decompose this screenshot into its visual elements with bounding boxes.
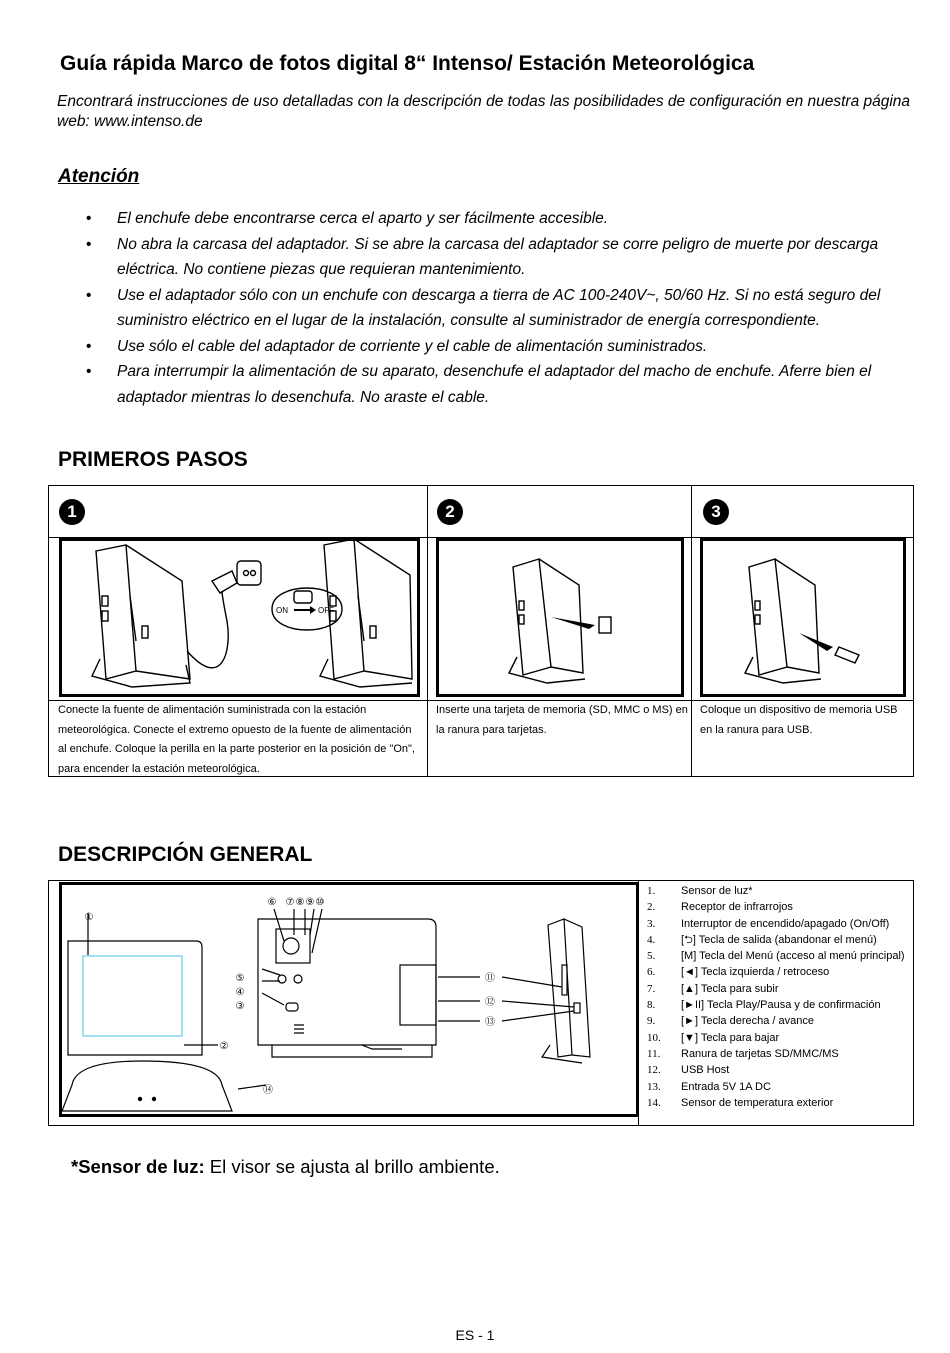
step-number-2: 2 (437, 499, 463, 525)
bullet-icon: • (86, 235, 92, 253)
callout-13: ⑬ (485, 1017, 495, 1028)
callout-2: ② (219, 1041, 229, 1052)
frame-power-drawing (62, 541, 417, 694)
attention-item: • No abra la carcasa del adaptador. Si se abre la carcasa del adaptador se corre peligro de muerte por descarga eléctrica. No contiene piezas que requieran mantenimiento. (58, 232, 918, 283)
attention-item: • Use el adaptador sólo con un enchufe con descarga a tierra de AC 100-240V~, 50/60 Hz. Si no está seguro del suministro eléctrico en el lugar de la instalación, consulte al suministrador de energía correspondiente. (58, 283, 918, 334)
page-title: Guía rápida Marco de fotos digital 8“ Intenso/ Estación Meteorológica (60, 52, 755, 75)
usb-insert-drawing (703, 541, 903, 694)
divider (691, 486, 692, 776)
first-steps-heading: PRIMEROS PASOS (58, 448, 248, 471)
step2-text: Inserte una tarjeta de memoria (SD, MMC o MS) en la ranura para tarjetas. (436, 704, 688, 736)
step1-text: Conecte la fuente de alimentación suministrada con la estación meteorológica. Conecte el extremo opuesto de la fuente de alimentación al enchufe. Coloque la perilla en la parte posterior en la posición de "On", para encender la estación meteorológica. (58, 704, 415, 775)
step-number-3: 3 (703, 499, 729, 525)
divider (427, 486, 428, 776)
callout-6: ⑥ (267, 897, 277, 908)
first-steps-table (48, 485, 914, 777)
list-item: 1. Sensor de luz* (647, 885, 753, 897)
list-item: 2. Receptor de infrarrojos (647, 901, 793, 914)
attention-item: • El enchufe debe encontrarse cerca el aparto y ser fácilmente accesible. (58, 206, 918, 232)
step-number-1: 1 (59, 499, 85, 525)
callout-12: ⑫ (485, 997, 495, 1008)
list-item: 13. Entrada 5V 1A DC (647, 1080, 771, 1093)
list-item: 8. [►II] Tecla Play/Pausa y de confirmación (647, 999, 881, 1012)
list-item: 11. Ranura de tarjetas SD/MMC/MS (647, 1047, 839, 1060)
note-text: El visor se ajusta al brillo ambiente. (204, 1156, 500, 1177)
overview-heading: DESCRIPCIÓN GENERAL (58, 843, 313, 866)
callout-4: ④ (235, 987, 245, 998)
step3-text: Coloque un dispositivo de memoria USB en la ranura para USB. (700, 704, 898, 736)
attention-item: • Para interrumpir la alimentación de su aparato, desenchufe el adaptador del macho de enchufe. Aferre bien el adaptador mientras lo desenchufa. No araste el cable. (58, 359, 918, 410)
callout-9: ⑨ (305, 897, 315, 908)
callout-3: ③ (235, 1001, 245, 1012)
callout-10: ⑩ (315, 897, 325, 908)
list-item: 3. Interruptor de encendido/apagado (On/Off) (647, 917, 890, 930)
callout-14: ⑭ (263, 1085, 273, 1096)
overview-table (48, 880, 914, 1126)
device-diagram (59, 882, 639, 1117)
attention-item: • Use sólo el cable del adaptador de corriente y el cable de alimentación suministrados. (58, 334, 918, 360)
callout-7: ⑦ (285, 897, 295, 908)
list-item: 10. [▼] Tecla para bajar (647, 1031, 780, 1044)
parts-list (647, 883, 905, 1111)
switch-on-label: ON (276, 606, 288, 615)
step3-illustration (700, 538, 906, 697)
note-label: *Sensor de luz: (71, 1156, 205, 1177)
callout-5: ⑤ (235, 973, 245, 984)
device-overview-drawing (62, 885, 636, 1114)
bullet-icon: • (86, 210, 92, 227)
callout-8: ⑧ (295, 897, 305, 908)
page-number: ES - 1 (455, 1327, 495, 1343)
list-item: 14. Sensor de temperatura exterior (647, 1096, 834, 1109)
list-item: 12. USB Host (647, 1064, 730, 1077)
attention-list (58, 206, 918, 410)
list-item: 4. [⮌] Tecla de salida (abandonar el menú) (647, 933, 877, 946)
bullet-icon: • (86, 337, 92, 355)
card-insert-drawing (439, 541, 681, 694)
bullet-icon: • (86, 363, 92, 380)
step2-illustration (436, 538, 684, 697)
step1-illustration (59, 538, 420, 697)
list-item: 5. [M] Tecla del Menú (acceso al menú principal) (647, 950, 905, 963)
attention-heading: Atención (58, 166, 140, 187)
intro-text: Encontrará instrucciones de uso detalladas con la descripción de todas las posibilidades de configuración en nuestra página web: www.intenso.de (57, 93, 911, 130)
divider (638, 881, 639, 1125)
bullet-icon: • (86, 286, 92, 304)
list-item: 7. [▲] Tecla para subir (647, 982, 779, 995)
list-item: 9. [►] Tecla derecha / avance (647, 1015, 814, 1028)
callout-11: ⑪ (485, 973, 495, 984)
callout-1: ① (84, 912, 94, 923)
list-item: 6. [◄] Tecla izquierda / retroceso (647, 966, 830, 979)
switch-off-label: OFF (318, 606, 334, 615)
light-sensor-note (71, 1156, 500, 1178)
